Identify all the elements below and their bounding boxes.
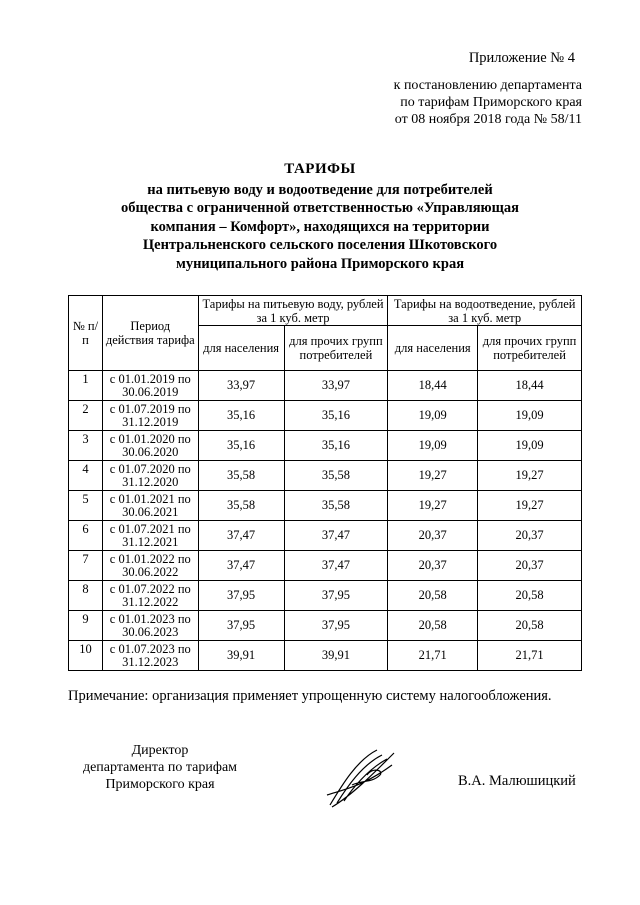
title-line: на питьевую воду и водоотведение для потребителей: [147, 181, 493, 198]
header-block: [352, 50, 582, 128]
water-population-cell: 35,16: [198, 431, 284, 461]
water-population-cell: 37,95: [198, 581, 284, 611]
header-line-2: по тарифам Приморского края: [400, 95, 582, 110]
period-end: 30.06.2020: [122, 444, 179, 459]
handwritten-signature: [322, 745, 402, 810]
water-population-cell: 37,47: [198, 521, 284, 551]
table-row: [69, 551, 582, 581]
num-cell: 1: [69, 371, 103, 401]
period-cell: [102, 371, 198, 401]
period-cell: [102, 521, 198, 551]
period-end: 30.06.2019: [122, 384, 179, 399]
annex-label: Приложение № 4: [468, 50, 575, 66]
period-start: с 01.07.2020 по: [109, 461, 191, 476]
period-cell: [102, 611, 198, 641]
period-start: с 01.07.2019 по: [109, 401, 191, 416]
water-other-cell: 35,16: [284, 401, 388, 431]
period-cell: [102, 431, 198, 461]
period-start: с 01.07.2023 по: [109, 641, 191, 656]
period-end: 30.06.2022: [122, 564, 179, 579]
period-start: с 01.01.2022 по: [109, 551, 191, 566]
water-population-cell: 35,58: [198, 491, 284, 521]
sewer-other-cell: 21,71: [478, 641, 582, 671]
period-cell: [102, 581, 198, 611]
sewer-population-cell: 19,27: [388, 491, 478, 521]
sewer-other-cell: 18,44: [478, 371, 582, 401]
water-other-cell: 35,58: [284, 491, 388, 521]
sewer-other-cell: 19,09: [478, 401, 582, 431]
water-other-cell: 35,16: [284, 431, 388, 461]
signatory-title: [70, 742, 250, 793]
period-cell: [102, 641, 198, 671]
sewer-population-cell: 18,44: [388, 371, 478, 401]
title-line: общества с ограниченной ответственностью «Управляющая: [121, 200, 519, 216]
title-line: муниципального района Приморского края: [175, 255, 465, 272]
sewer-population-cell: 21,71: [388, 641, 478, 671]
period-end: 31.12.2021: [122, 534, 179, 549]
sewer-population-cell: 19,09: [388, 431, 478, 461]
sewer-other-cell: 20,58: [478, 581, 582, 611]
sub-water-other: для прочих групп потребителей: [284, 326, 388, 371]
water-population-cell: 35,58: [198, 461, 284, 491]
water-population-cell: 35,16: [198, 401, 284, 431]
signatory-line-2: департамента по тарифам: [82, 760, 238, 775]
period-end: 31.12.2019: [122, 414, 179, 429]
water-population-cell: 33,97: [198, 371, 284, 401]
table-row: [69, 521, 582, 551]
num-cell: 6: [69, 521, 103, 551]
period-start: с 01.01.2023 по: [109, 611, 191, 626]
water-other-cell: 37,47: [284, 521, 388, 551]
num-cell: 3: [69, 431, 103, 461]
table-row: [69, 431, 582, 461]
sewer-other-cell: 20,37: [478, 521, 582, 551]
period-cell: [102, 401, 198, 431]
water-other-cell: 37,95: [284, 581, 388, 611]
water-population-cell: 37,47: [198, 551, 284, 581]
sub-sewer-population: для населения: [388, 326, 478, 371]
sewer-other-cell: 20,37: [478, 551, 582, 581]
header-period: Период действия тарифа: [102, 296, 198, 371]
header-line-1: к постановлению департамента: [393, 78, 582, 93]
note: Примечание: организация применяет упрощенную систему налогообложения.: [68, 688, 552, 704]
num-cell: 9: [69, 611, 103, 641]
table-row: [69, 641, 582, 671]
water-other-cell: 37,95: [284, 611, 388, 641]
header-line-3: от 08 ноября 2018 года № 58/11: [394, 112, 582, 127]
period-start: с 01.07.2021 по: [109, 521, 191, 536]
water-other-cell: 33,97: [284, 371, 388, 401]
sewer-population-cell: 20,58: [388, 581, 478, 611]
num-cell: 4: [69, 461, 103, 491]
title-main: ТАРИФЫ: [284, 161, 356, 177]
signatory-line-1: Директор: [131, 743, 189, 758]
title-line: Центральненского сельского поселения Шкотовского: [142, 237, 498, 253]
water-other-cell: 39,91: [284, 641, 388, 671]
sewer-other-cell: 19,09: [478, 431, 582, 461]
table-row: [69, 461, 582, 491]
table-row: [69, 491, 582, 521]
period-start: с 01.01.2019 по: [109, 371, 191, 386]
table-row: [69, 611, 582, 641]
tariff-table: [68, 295, 582, 671]
sub-water-population: для населения: [198, 326, 284, 371]
header-water: Тарифы на питьевую воду, рублей за 1 куб. метр: [198, 296, 388, 326]
num-cell: 7: [69, 551, 103, 581]
sewer-population-cell: 19,09: [388, 401, 478, 431]
sewer-population-cell: 20,58: [388, 611, 478, 641]
table-row: [69, 371, 582, 401]
sewer-population-cell: 20,37: [388, 551, 478, 581]
num-cell: 5: [69, 491, 103, 521]
water-other-cell: 35,58: [284, 461, 388, 491]
sewer-other-cell: 20,58: [478, 611, 582, 641]
period-end: 30.06.2023: [122, 624, 179, 639]
signatory-line-3: Приморского края: [105, 777, 215, 792]
sub-sewer-other: для прочих групп потребителей: [478, 326, 582, 371]
water-population-cell: 39,91: [198, 641, 284, 671]
title-line: компания – Комфорт», находящихся на территории: [150, 218, 490, 235]
period-end: 31.12.2020: [122, 474, 179, 489]
document-title: [60, 160, 580, 273]
num-cell: 8: [69, 581, 103, 611]
table-row: [69, 581, 582, 611]
period-cell: [102, 551, 198, 581]
period-end: 31.12.2022: [122, 594, 179, 609]
header-num: № п/п: [69, 296, 103, 371]
period-end: 31.12.2023: [122, 654, 179, 669]
water-other-cell: 37,47: [284, 551, 388, 581]
period-start: с 01.01.2021 по: [109, 491, 191, 506]
sewer-population-cell: 20,37: [388, 521, 478, 551]
header-sewer: Тарифы на водоотведение, рублей за 1 куб. метр: [388, 296, 582, 326]
sewer-other-cell: 19,27: [478, 491, 582, 521]
period-cell: [102, 461, 198, 491]
table-row: [69, 401, 582, 431]
water-population-cell: 37,95: [198, 611, 284, 641]
period-end: 30.06.2021: [122, 504, 179, 519]
signatory-name: В.А. Малюшицкий: [458, 773, 576, 789]
num-cell: 2: [69, 401, 103, 431]
period-start: с 01.07.2022 по: [109, 581, 191, 596]
num-cell: 10: [69, 641, 103, 671]
period-start: с 01.01.2020 по: [109, 431, 191, 446]
sewer-other-cell: 19,27: [478, 461, 582, 491]
sewer-population-cell: 19,27: [388, 461, 478, 491]
period-cell: [102, 491, 198, 521]
